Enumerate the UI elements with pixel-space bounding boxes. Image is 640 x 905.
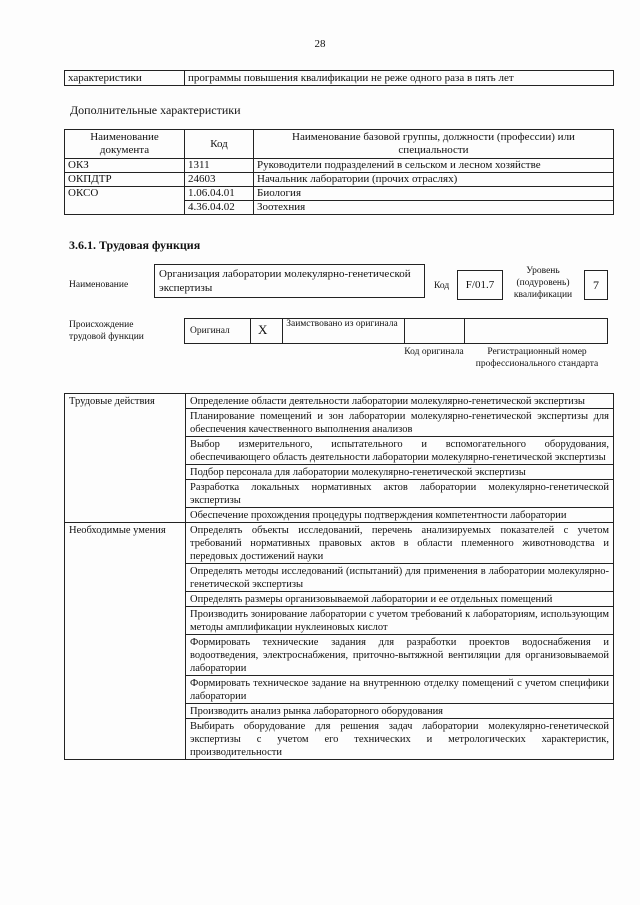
doc-cell: ОКЗ [65, 159, 185, 173]
action-cell: Планирование помещений и зон лаборатории молекулярно-генетической экспертизы для обеспечения качественного выполнения анализов [186, 409, 614, 437]
category-cell: Трудовые действия [65, 394, 186, 523]
name-cell: Биология [254, 187, 614, 201]
table-row [65, 187, 614, 201]
doc-cell: ОКСО [65, 187, 185, 215]
continuation-table [64, 70, 614, 86]
skill-cell: Определять объекты исследований, перечень анализируемых показателей с учетом требований нормативных правовых актов в области племенного животноводства и передовых достижений науки [186, 523, 614, 564]
origin-divider-2 [282, 318, 283, 344]
action-cell: Разработка локальных нормативных актов лаборатории молекулярно-генетической экспертизы [186, 480, 614, 508]
name-cell: Зоотехния [254, 201, 614, 215]
code-cell: 24603 [185, 173, 254, 187]
cont-right-cell: программы повышения квалификации не реже одного раза в пять лет [185, 71, 614, 86]
origin-divider-4 [464, 318, 465, 344]
doc-cell: ОКПДТР [65, 173, 185, 187]
origin-divider-1 [250, 318, 251, 344]
original-mark: X [258, 322, 268, 337]
action-cell: Определение области деятельности лаборатории молекулярно-генетической экспертизы [186, 394, 614, 409]
name-label: Наименование [69, 280, 129, 290]
header-name: Наименование базовой группы, должности (профессии) или специальности [254, 130, 614, 159]
skill-cell: Определять размеры организовываемой лаборатории и ее отдельных помещений [186, 592, 614, 607]
function-code-value: F/01.7 [465, 279, 495, 291]
table-row [65, 394, 614, 409]
function-code-box [457, 270, 503, 300]
origin-divider-3 [404, 318, 405, 344]
skill-cell: Производить анализ рынка лабораторного оборудования [186, 704, 614, 719]
name-cell: Начальник лаборатории (прочих отраслях) [254, 173, 614, 187]
skill-cell: Определять методы исследований (испытаний) для применения в лаборатории молекулярно-генетической экспертизы [186, 564, 614, 592]
header-code: Код [185, 130, 254, 159]
code-cell: 1.06.04.01 [185, 187, 254, 201]
section-title: 3.6.1. Трудовая функция [69, 238, 201, 252]
function-name-box [154, 264, 425, 298]
origin-label: Происхождение трудовой функции [69, 320, 144, 342]
action-cell: Обеспечение прохождения процедуры подтверждения компетентности лаборатории [186, 508, 614, 523]
action-cell: Выбор измерительного, испытательного и вспомогательного оборудования, обеспечивающего область деятельности лаборатории молекулярно-генетической экспертизы [186, 437, 614, 465]
table-row [65, 159, 614, 173]
skill-cell: Выбирать оборудование для решения задач лаборатории молекулярно-генетической экспертизы с учетом его технических и метрологических характеристик, производительности [186, 719, 614, 760]
name-cell: Руководители подразделений в сельском и лесном хозяйстве [254, 159, 614, 173]
page-number: 28 [314, 38, 326, 50]
reg-number-label: Регистрационный номер профессионального стандарта [475, 347, 599, 369]
level-value: 7 [593, 278, 599, 292]
labor-function-table [64, 393, 614, 760]
skill-cell: Производить зонирование лаборатории с учетом требований к лабораториям, использующим методы амплификации нуклеиновых кислот [186, 607, 614, 635]
level-box [584, 270, 608, 300]
code-cell: 1311 [185, 159, 254, 173]
function-name-value: Организация лаборатории молекулярно-генетической экспертизы [159, 268, 411, 294]
code-cell: 4.36.04.02 [185, 201, 254, 215]
table-row [65, 173, 614, 187]
cont-left-cell: характеристики [65, 71, 185, 86]
additional-characteristics-title: Дополнительные характеристики [70, 103, 241, 117]
additional-characteristics-table [64, 129, 614, 215]
action-cell: Подбор персонала для лаборатории молекулярно-генетической экспертизы [186, 465, 614, 480]
skill-cell: Формировать технические задания для разработки проектов водоснабжения и водоотведения, электроснабжения, приточно-вытяжной вентиляции для организовываемой лаборатории [186, 635, 614, 676]
table-row [65, 523, 614, 564]
header-doc: Наименование документа [65, 130, 185, 159]
original-label: Оригинал [190, 326, 230, 336]
original-code-label: Код оригинала [404, 347, 464, 357]
category-cell: Необходимые умения [65, 523, 186, 760]
code-label: Код [434, 281, 450, 291]
borrowed-label: Заимствовано из оригинала [286, 319, 398, 329]
level-label: Уровень (подуровень) квалификации [513, 266, 573, 300]
skill-cell: Формировать техническое задание на внутреннюю отделку помещений с учетом специфики лаборатории [186, 676, 614, 704]
